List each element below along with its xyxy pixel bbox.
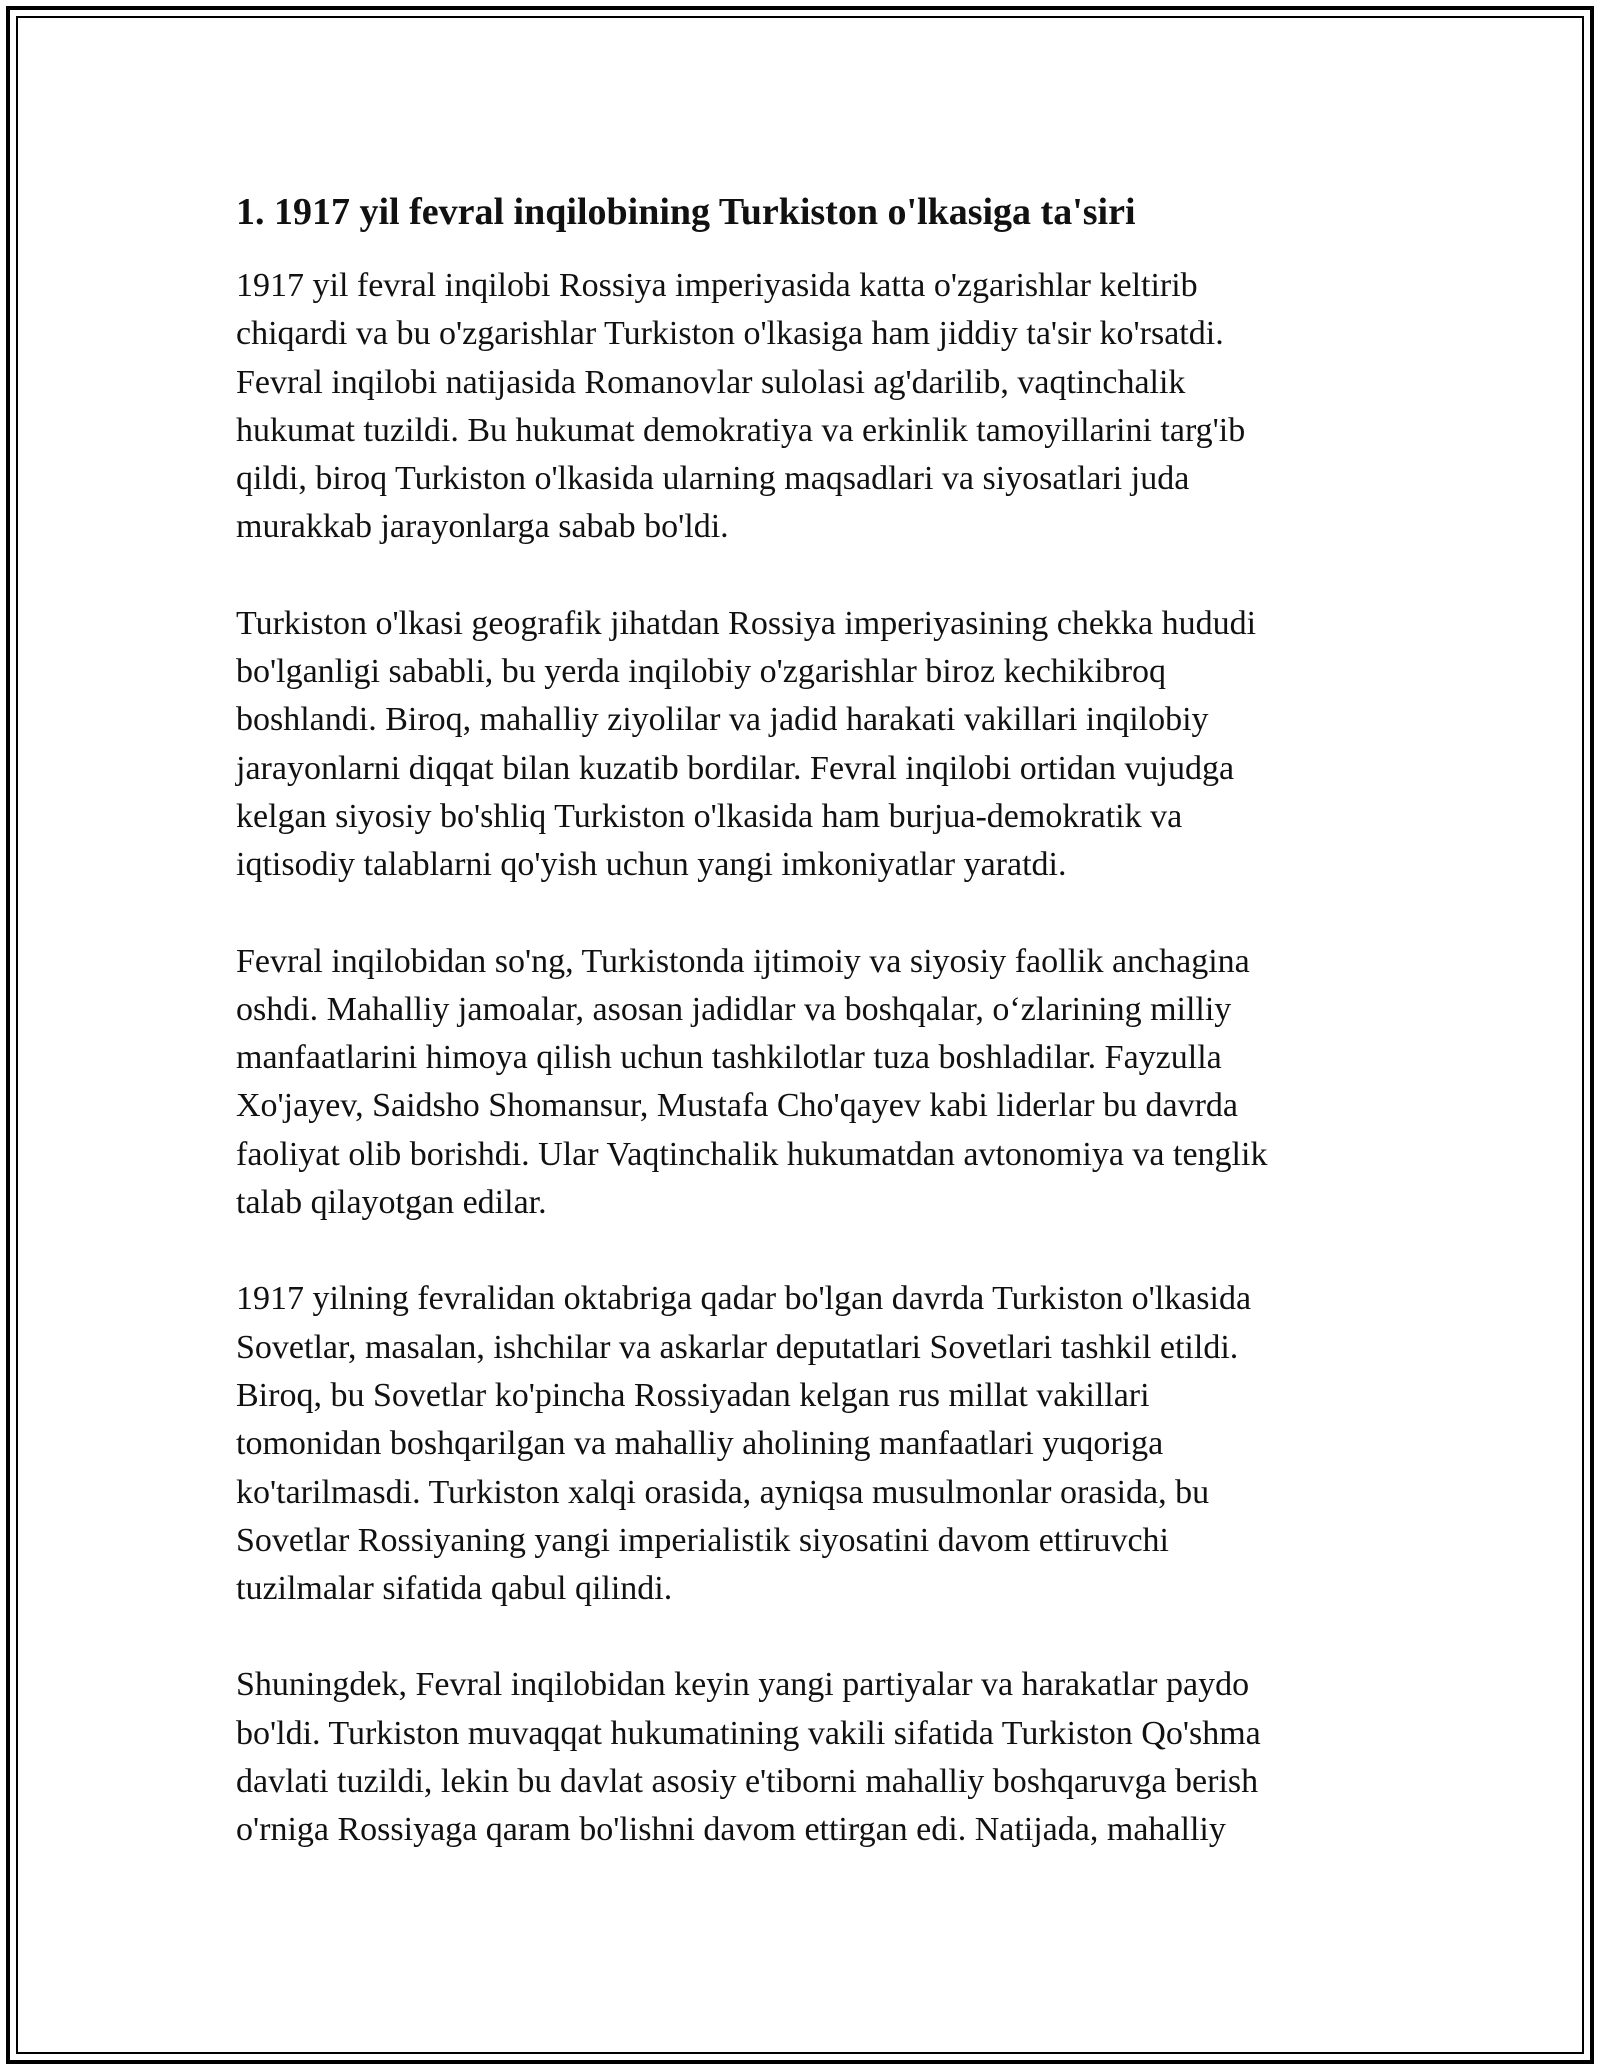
text-line: oshdi. Mahalliy jamoalar, asosan jadidlar va boshqalar, o‘zlarining milliy — [236, 990, 1232, 1028]
text-line: boshlandi. Biroq, mahalliy ziyolilar va jadid harakati vakillari inqilobiy — [236, 701, 1209, 739]
text-line: Sovetlar, masalan, ishchilar va askarlar deputatlari Sovetlari tashkil etildi. — [236, 1328, 1239, 1366]
text-line: Sovetlar Rossiyaning yangi imperialistik siyosatini davom ettiruvchi — [236, 1521, 1169, 1559]
text-line: murakkab jarayonlarga sabab bo'ldi. — [236, 508, 729, 546]
text-line: 1917 yilning fevralidan oktabriga qadar bo'lgan davrda Turkiston o'lkasida — [236, 1280, 1252, 1318]
text-line: Shuningdek, Fevral inqilobidan keyin yangi partiyalar va harakatlar paydo — [236, 1666, 1250, 1704]
text-line: tomonidan boshqarilgan va mahalliy aholining manfaatlari yuqoriga — [236, 1425, 1164, 1463]
text-line: manfaatlarini himoya qilish uchun tashkilotlar tuza boshladilar. Fayzulla — [236, 1039, 1222, 1077]
text-line: Xo'jayev, Saidsho Shomansur, Mustafa Cho'qayev kabi liderlar bu davrda — [236, 1087, 1239, 1125]
paragraph-4 — [236, 1275, 1366, 1613]
paragraph-2 — [236, 600, 1366, 890]
text-line: 1917 yil fevral inqilobi Rossiya imperiyasida katta o'zgarishlar keltirib — [236, 267, 1198, 304]
text-line: bo'lganligi sababli, bu yerda inqilobiy o'zgarishlar biroz kechikibroq — [236, 653, 1167, 691]
section-heading: 1. 1917 yil fevral inqilobining Turkiston o'lkasiga ta'siri — [236, 191, 1136, 233]
text-line: Fevral inqilobidan so'ng, Turkistonda ijtimoiy va siyosiy faollik anchagina — [236, 942, 1250, 980]
text-line: chiqardi va bu o'zgarishlar Turkiston o'lkasiga ham jiddiy ta'sir ko'rsatdi. — [236, 315, 1224, 353]
text-line: davlati tuzildi, lekin bu davlat asosiy e'tiborni mahalliy boshqaruvga berish — [236, 1763, 1259, 1801]
text-line: jarayonlarni diqqat bilan kuzatib bordilar. Fevral inqilobi ortidan vujudga — [236, 749, 1235, 787]
text-line: bo'ldi. Turkiston muvaqqat hukumatining vakili sifatida Turkiston Qo'shma — [236, 1714, 1261, 1752]
document-body — [236, 186, 1366, 1855]
text-line: Fevral inqilobi natijasida Romanovlar sulolasi ag'darilib, vaqtinchalik — [236, 363, 1186, 401]
text-line: qildi, biroq Turkiston o'lkasida ularning maqsadlari va siyosatlari juda — [236, 460, 1190, 498]
paragraph-5 — [236, 1661, 1366, 1854]
paragraph-1 — [236, 262, 1366, 552]
text-line: Turkiston o'lkasi geografik jihatdan Rossiya imperiyasining chekka hududi — [236, 604, 1257, 642]
text-line: faoliyat olib borishdi. Ular Vaqtinchalik hukumatdan avtonomiya va tenglik — [236, 1135, 1268, 1173]
text-line: hukumat tuzildi. Bu hukumat demokratiya va erkinlik tamoyillarini targ'ib — [236, 411, 1246, 449]
paragraph-3 — [236, 938, 1366, 1228]
text-line: o'rniga Rossiyaga qaram bo'lishni davom ettirgan edi. Natijada, mahalliy — [236, 1811, 1226, 1849]
text-line: iqtisodiy talablarni qo'yish uchun yangi imkoniyatlar yaratdi. — [236, 846, 1067, 884]
text-line: Biroq, bu Sovetlar ko'pincha Rossiyadan kelgan rus millat vakillari — [236, 1376, 1150, 1414]
text-line: kelgan siyosiy bo'shliq Turkiston o'lkasida ham burjua-demokratik va — [236, 797, 1183, 835]
text-line: talab qilayotgan edilar. — [236, 1184, 547, 1222]
text-line: tuzilmalar sifatida qabul qilindi. — [236, 1570, 673, 1608]
text-line: ko'tarilmasdi. Turkiston xalqi orasida, ayniqsa musulmonlar orasida, bu — [236, 1473, 1210, 1511]
